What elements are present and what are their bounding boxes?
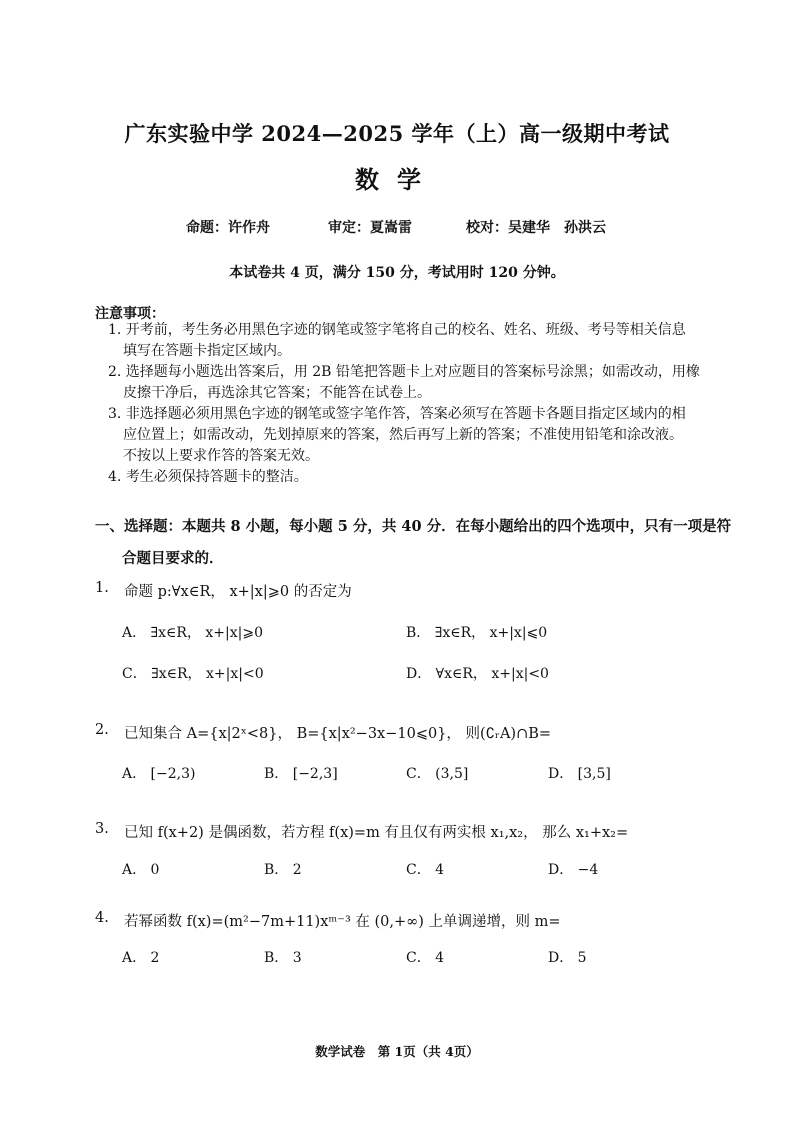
- subject-title: 数学: [355, 165, 439, 194]
- notice-heading: 注意事项：: [95, 306, 165, 322]
- option-b: B． [−2,3]: [264, 766, 338, 782]
- question-stem: 若幂函数 f(x)=(m²−7m+11)xᵐ⁻³ 在 (0,+∞) 上单调递增，则 m=: [124, 914, 561, 930]
- option-c: C． ∃x∈R， x+|x|<0: [122, 666, 264, 682]
- exam-info: 本试卷共 4 页，满分 150 分，考试用时 120 分钟。: [229, 265, 565, 281]
- author: 命题：许作舟: [186, 220, 270, 236]
- option-d: D． ∀x∈R， x+|x|<0: [406, 666, 549, 682]
- option-a: A． [−2,3): [122, 766, 196, 782]
- proofreader: 校对：吴建华 孙洪云: [466, 220, 606, 236]
- option-c: C． 4: [406, 950, 445, 966]
- section-heading-cont: 合题目要求的．: [122, 550, 224, 567]
- question-number: 3.: [95, 821, 109, 837]
- option-d: D． −4: [548, 862, 599, 878]
- notice-item: 皮擦干净后，再选涂其它答案；不能答在试卷上。: [123, 385, 431, 401]
- option-a: A． 2: [122, 950, 160, 966]
- notice-item: 填写在答题卡指定区域内。: [123, 343, 291, 359]
- question-number: 4.: [95, 910, 109, 926]
- option-d: D． 5: [548, 950, 587, 966]
- option-d: D． [3,5]: [548, 766, 611, 782]
- section-heading: 一、选择题：本题共 8 小题，每小题 5 分，共 40 分．在每小题给出的四个选项中，只有一项是符: [95, 518, 732, 535]
- question-stem: 命题 p:∀x∈R， x+|x|⩾0 的否定为: [124, 584, 352, 600]
- notice-item: 3. 非选择题必须用黑色字迹的钢笔或签字笔作答，答案必须写在答题卡各题目指定区域内的相: [108, 406, 686, 422]
- question-stem: 已知集合 A={x|2ˣ<8}， B={x|x²−3x−10⩽0}， 则(∁ᵣA)∩B=: [124, 726, 552, 742]
- notice-item: 2. 选择题每小题选出答案后，用 2B 铅笔把答题卡上对应题目的答案标号涂黑；如需改动，用橡: [108, 364, 700, 380]
- notice-item: 1. 开考前，考生务必用黑色字迹的钢笔或签字笔将自己的校名、姓名、班级、考号等相关信息: [108, 322, 686, 338]
- reviewer: 审定：夏嵩雷: [328, 220, 412, 236]
- page-footer: 数学试卷 第 1页（共 4页）: [315, 1044, 479, 1059]
- exam-title: 广东实验中学 2024—2025 学年（上）高一级期中考试: [124, 121, 670, 146]
- question-stem: 已知 f(x+2) 是偶函数，若方程 f(x)=m 有且仅有两实根 x₁,x₂， 那么 x₁+x₂=: [124, 825, 629, 841]
- question-number: 1.: [95, 580, 109, 596]
- notice-item: 应位置上；如需改动，先划掉原来的答案，然后再写上新的答案；不准使用铅笔和涂改液。: [123, 427, 683, 443]
- notice-item: 不按以上要求作答的答案无效。: [123, 448, 319, 464]
- notice-item: 4. 考生必须保持答题卡的整洁。: [108, 469, 308, 485]
- option-c: C． 4: [406, 862, 445, 878]
- option-a: A． ∃x∈R， x+|x|⩾0: [122, 625, 263, 641]
- option-a: A． 0: [122, 862, 160, 878]
- option-c: C． (3,5]: [406, 766, 469, 782]
- question-number: 2.: [95, 722, 109, 738]
- option-b: B． 2: [264, 862, 302, 878]
- option-b: B． ∃x∈R， x+|x|⩽0: [406, 625, 548, 641]
- option-b: B． 3: [264, 950, 302, 966]
